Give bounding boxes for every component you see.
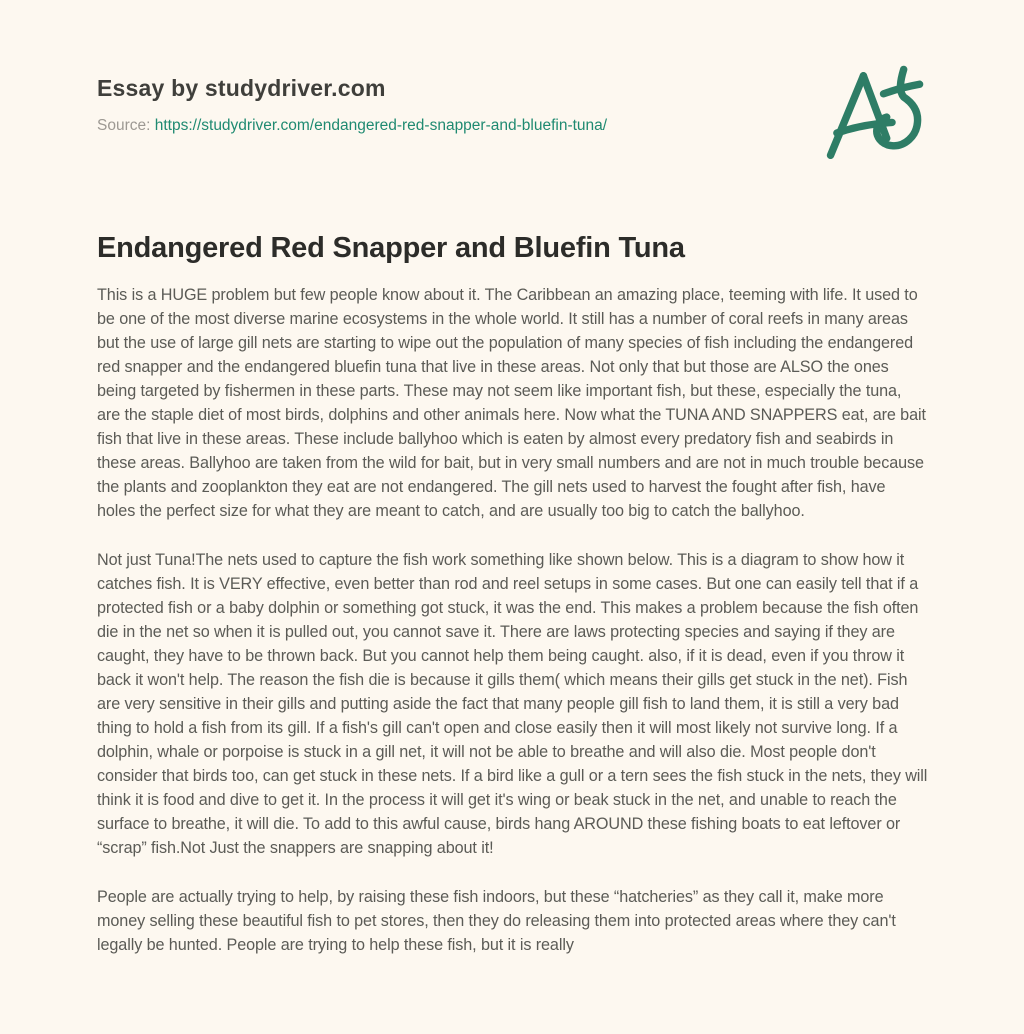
essay-body bbox=[0, 231, 1024, 957]
source-label: Source: bbox=[97, 116, 151, 134]
byline: Essay by studydriver.com bbox=[97, 75, 386, 101]
source-link[interactable]: https://studydriver.com/endangered-red-snapper-and-bluefin-tuna/ bbox=[154, 116, 608, 134]
essay-paragraph-3: People are actually trying to help, by raising these fish indoors, but these “hatcheries” as they call it, make more money selling these beautiful fish to pet stores, then they do releasing them into protected areas where they can't legally be hunted. People are trying to help these fish, but it is really bbox=[97, 888, 896, 955]
a-plus-logo-icon bbox=[821, 155, 927, 172]
essay-paragraph-2: Not just Tuna!The nets used to capture the fish work something like shown below. This is a diagram to show how it catches fish. It is VERY effective, even better than rod and reel setups in some cases. But one can easily tell that if a protected fish or a baby dolphin or something got stuck, it was the end. This makes a problem because the fish often die in the net so when it is pulled out, you cannot save it. There are laws protecting species and saying if they are caught, they have to be thrown back. But you cannot help them being caught. also, if it is dead, even if you throw it back it won't help. The reason the fish die is because it gills them( which means their gills get stuck in the net). Fish are very sensitive in their gills and putting aside the fact that many people gill fish to land them, it is still a very bad thing to hold a fish from its gill. If a fish's gill can't open and close easily then it will most likely not survive long. If a dolphin, whale or porpoise is stuck in a gill net, it will not be able to breathe and will also die. Most people don't consider that birds too, can get stuck in these nets. If a bird like a gull or a tern sees the fish stuck in the nets, they will think it is food and dive to get it. In the process it will get it's wing or beak stuck in the net, and unable to reach the surface to breathe, it will die. To add to this awful cause, birds hang AROUND these fishing boats to eat leftover or “scrap” fish.Not Just the snappers are snapping about it! bbox=[97, 551, 928, 858]
source-line bbox=[97, 117, 928, 136]
page-header bbox=[0, 0, 1024, 135]
essay-title: Endangered Red Snapper and Bluefin Tuna bbox=[97, 232, 685, 265]
studydriver-logo bbox=[821, 62, 927, 168]
essay-paragraph-1: This is a HUGE problem but few people know about it. The Caribbean an amazing place, teeming with life. It used to be one of the most diverse marine ecosystems in the whole world. It still has a number of coral reefs in many areas but the use of large gill nets are starting to wipe out the population of many species of fish including the endangered red snapper and the endangered bluefin tuna that live in these areas. Not only that but those are ALSO the ones being targeted by fishermen in these parts. These may not seem like important fish, but these, especially the tuna, are the staple diet of most birds, dolphins and other animals here. Now what the TUNA AND SNAPPERS eat, are bait fish that live in these areas. These include ballyhoo which is eaten by almost every predatory fish and seabirds in these areas. Ballyhoo are taken from the wild for bait, but in very small numbers and are not in much trouble because the plants and zooplankton they eat are not endangered. The gill nets used to harvest the fought after fish, have holes the perfect size for what they are meant to catch, and are usually too big to catch the ballyhoo. bbox=[97, 286, 926, 521]
